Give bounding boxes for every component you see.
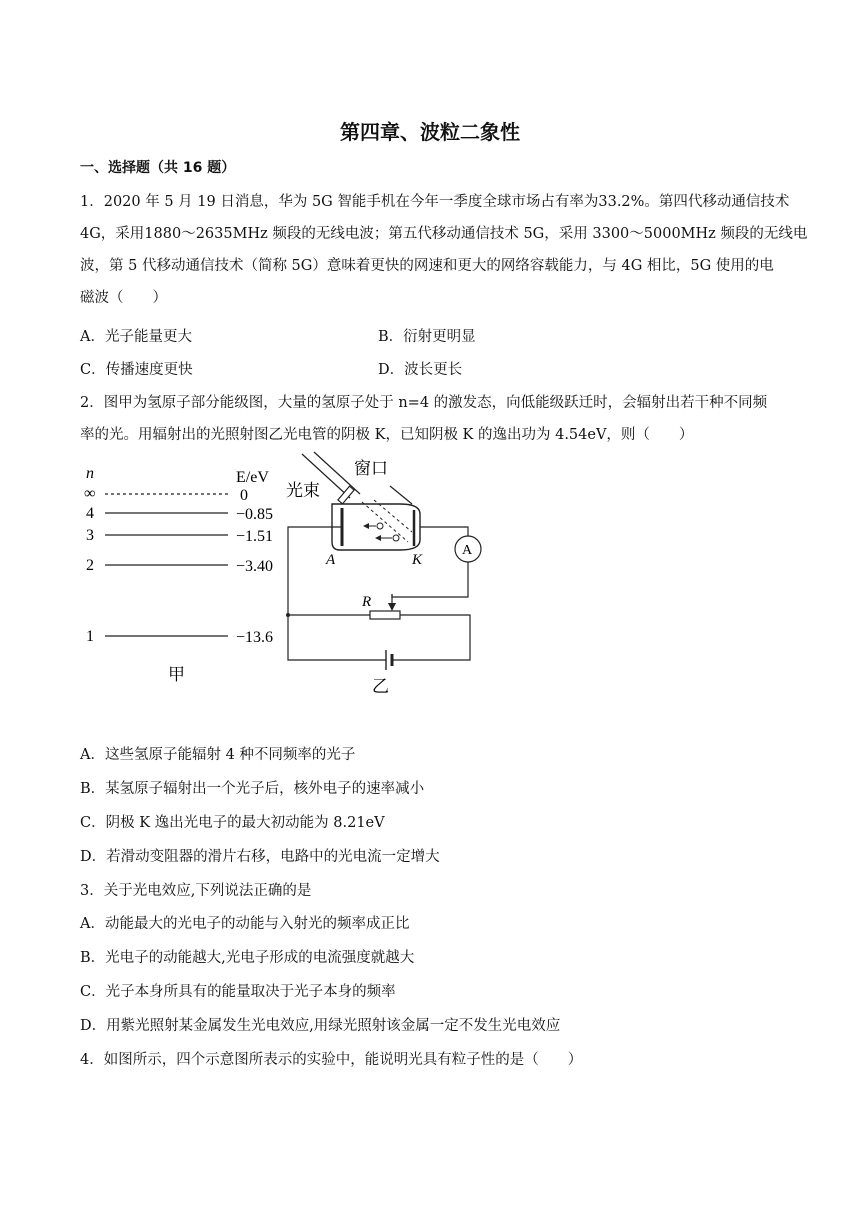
window-label: 窗口 (354, 459, 388, 478)
q3-option-a: A．动能最大的光电子的动能与入射光的频率成正比 (80, 916, 410, 932)
level-2-e: −3.40 (236, 558, 274, 575)
q1-line-3: 波，第 5 代移动通信技术（简称 5G）意味着更快的网速和更大的网络容载能力，与 4G 相比，5G 使用的电 (80, 258, 774, 274)
level-n-label: n (86, 465, 94, 482)
wire-ammeter-down (392, 562, 468, 597)
q1-line-4: 磁波（ ） (80, 290, 167, 306)
q1-option-d: D．波长更长 (378, 362, 463, 378)
tube-top-slope (390, 486, 412, 504)
level-2-n: 2 (86, 557, 94, 574)
wire-anode (288, 527, 386, 660)
q2-option-b: B．某氢原子辐射出一个光子后，核外电子的速率减小 (80, 781, 425, 797)
rheostat (370, 611, 400, 619)
q2-option-d: D．若滑动变阻器的滑片右移，电路中的光电流一定增大 (80, 849, 440, 865)
q2-line-2: 率的光。用辐射出的光照射图乙光电管的阴极 K，已知阴极 K 的逸出功为 4.54eV，则（ ） (80, 427, 694, 443)
q2-option-a: A．这些氢原子能辐射 4 种不同频率的光子 (80, 747, 356, 763)
cathode-label: K (412, 552, 423, 568)
q2-line-1: 2．图甲为氢原子部分能级图，大量的氢原子处于 n=4 的激发态，向低能级跃迁时，会辐射出若干种不同频 (80, 395, 768, 411)
level-inf-n: ∞ (84, 485, 96, 502)
q2-option-c: C．阴极 K 逸出光电子的最大初动能为 8.21eV (80, 815, 385, 831)
electron-2-arrowhead (375, 535, 381, 541)
rheostat-right-wire (400, 615, 470, 660)
q3-option-b: B．光电子的动能越大,光电子形成的电流强度就越大 (80, 950, 415, 966)
anode-label: A (326, 552, 336, 568)
q1-option-c: C．传播速度更快 (80, 362, 193, 378)
internal-light-1 (362, 502, 408, 542)
q1-line-1: 1．2020 年 5 月 19 日消息，华为 5G 智能手机在今年一季度全球市场占有率为33.2%。第四代移动通信技术 (80, 194, 790, 210)
q3-stem: 3．关于光电效应,下列说法正确的是 (80, 883, 312, 899)
level-inf-e: 0 (240, 487, 248, 504)
level-1-e: −13.6 (236, 629, 274, 646)
q4-stem: 4．如图所示，四个示意图所表示的实验中，能说明光具有粒子性的是（ ） (80, 1052, 583, 1068)
level-4-n: 4 (86, 505, 94, 522)
beam-label: 光束 (286, 481, 320, 500)
caption-yi: 乙 (372, 677, 389, 696)
q1-option-b: B．衍射更明显 (378, 329, 476, 345)
q1-option-a: A．光子能量更大 (80, 329, 192, 345)
q3-option-d: D．用紫光照射某金属发生光电效应,用绿光照射该金属一定不发生光电效应 (80, 1018, 561, 1034)
page-title: 第四章、波粒二象性 (340, 120, 520, 144)
junction-dot (286, 613, 290, 617)
q1-line-2: 4G，采用1880～2635MHz 频段的无线电波；第五代移动通信技术 5G，采用 3300～5000MHz 频段的无线电 (80, 226, 808, 242)
electron-1 (377, 523, 383, 529)
slider-arrowhead (388, 603, 396, 611)
rheostat-label: R (362, 594, 372, 610)
level-3-e: −1.51 (236, 528, 274, 545)
caption-jia: 甲 (168, 665, 185, 684)
level-1-n: 1 (86, 628, 94, 645)
section-heading: 一、选择题（共 16 题） (80, 160, 236, 176)
level-4-e: −0.85 (236, 506, 274, 523)
wire-cathode (420, 527, 468, 536)
ammeter-label: A (462, 543, 473, 558)
level-3-n: 3 (86, 527, 94, 544)
q2-figure (70, 450, 530, 700)
q3-option-c: C．光子本身所具有的能量取决于光子本身的频率 (80, 984, 396, 1000)
level-e-label: E/eV (236, 469, 269, 486)
electron-2 (393, 535, 399, 541)
electron-1-arrowhead (363, 523, 369, 529)
